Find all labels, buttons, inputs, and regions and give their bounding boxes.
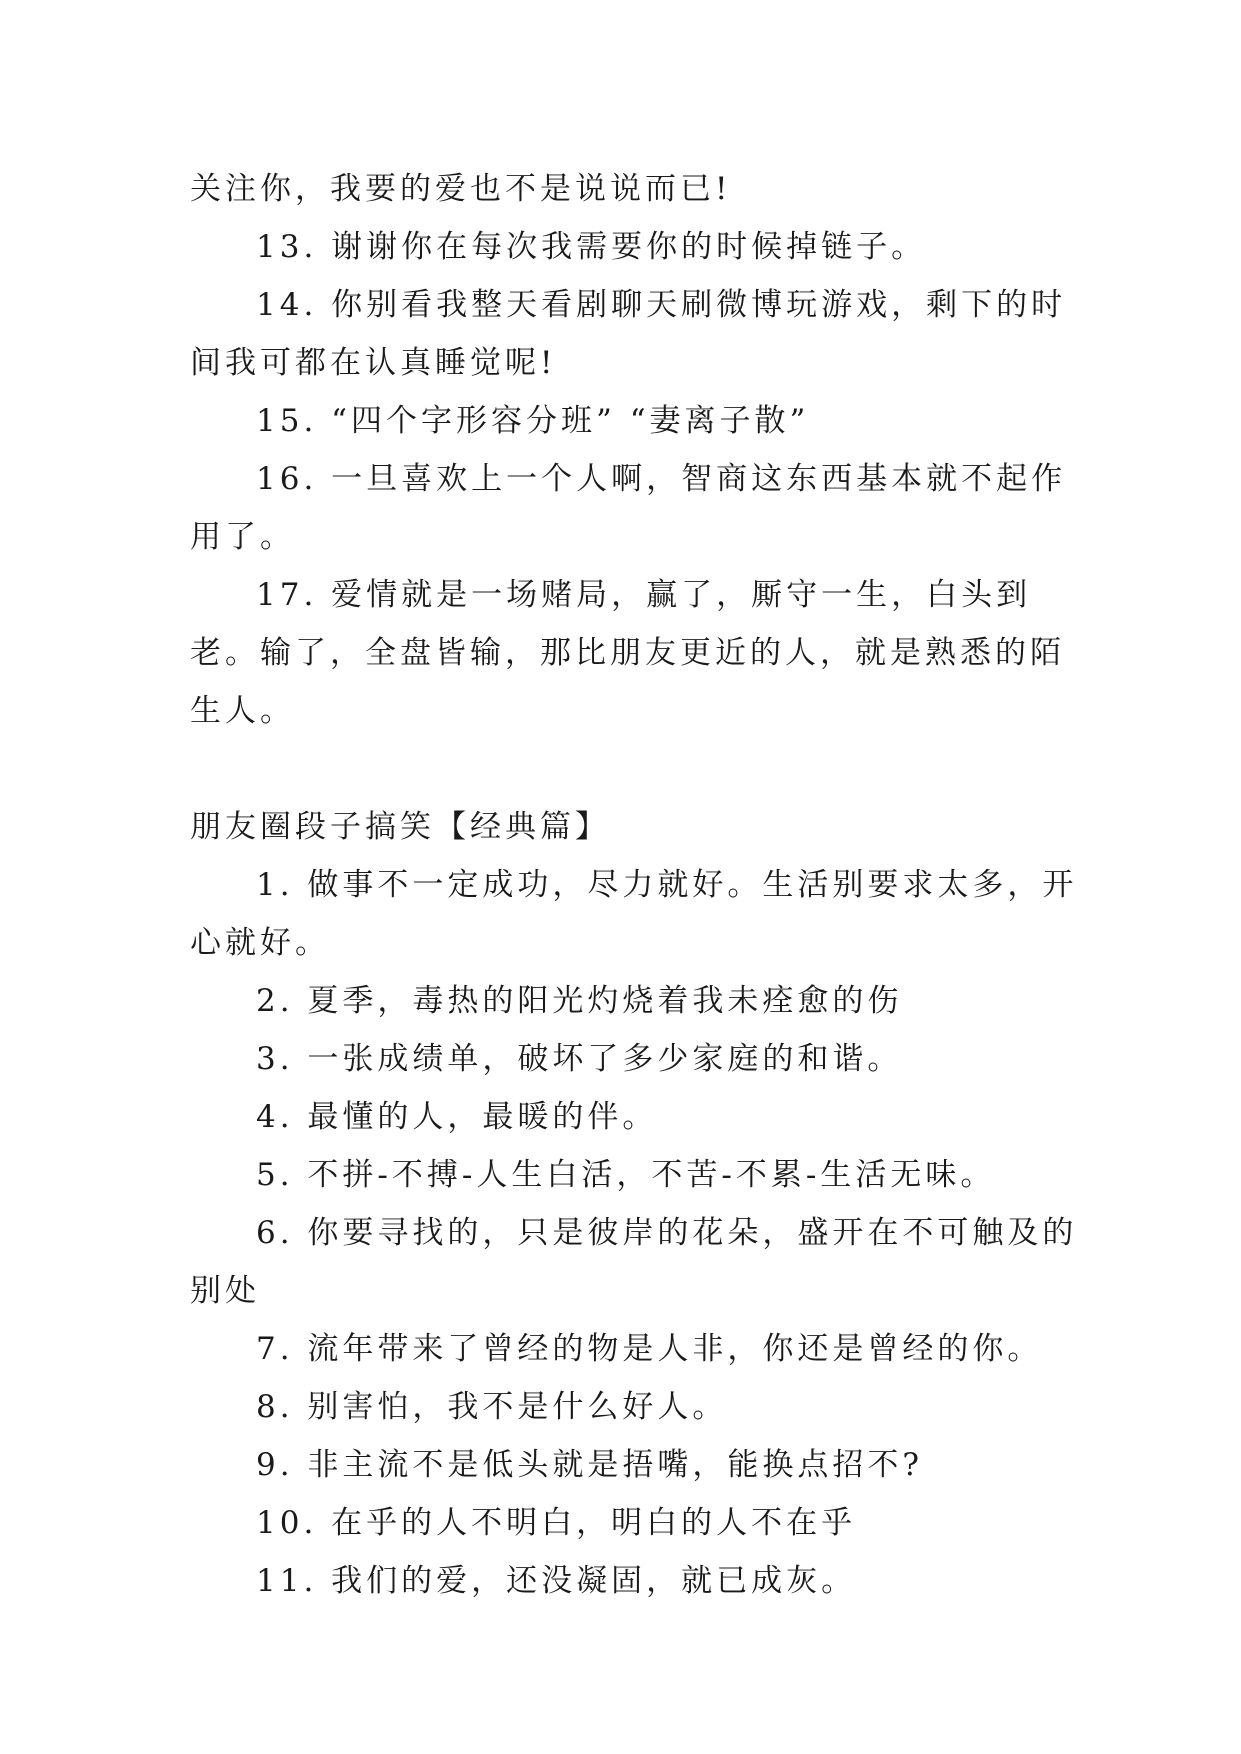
list-item: 11. 我们的爱，还没凝固，就已成灰。	[256, 1563, 857, 1599]
list-item: 14. 你别看我整天看剧聊天刷微博玩游戏，剩下的时间我可都在认真睡觉呢!	[190, 287, 1067, 381]
list-item: 16. 一旦喜欢上一个人啊，智商这东西基本就不起作用了。	[190, 461, 1067, 555]
list-item: 6. 你要寻找的，只是彼岸的花朵，盛开在不可触及的别处	[190, 1215, 1078, 1309]
list-item: 13. 谢谢你在每次我需要你的时候掉链子。	[256, 229, 927, 265]
list-item: 4. 最懂的人，最暖的伴。	[256, 1099, 658, 1135]
list-item: 8. 别害怕，我不是什么好人。	[256, 1389, 728, 1425]
document-body	[190, 160, 1080, 1610]
list-item: 1. 做事不一定成功，尽力就好。生活别要求太多，开心就好。	[190, 867, 1078, 961]
section-heading: 朋友圈段子搞笑【经典篇】	[190, 809, 610, 845]
section-gap	[190, 740, 1080, 798]
list-item: 7. 流年带来了曾经的物是人非，你还是曾经的你。	[256, 1331, 1043, 1367]
list-item: 17. 爱情就是一场赌局，赢了，厮守一生，白头到老。输了，全盘皆输，那比朋友更近的人，就是熟悉的陌生人。	[190, 577, 1065, 729]
list-item: 9. 非主流不是低头就是捂嘴，能换点招不?	[256, 1447, 924, 1483]
list-item: 3. 一张成绩单，破坏了多少家庭的和谐。	[256, 1041, 903, 1077]
list-item: 15. “四个字形容分班” “妻离子散”	[256, 403, 810, 439]
list-item: 10. 在乎的人不明白，明白的人不在乎	[256, 1505, 857, 1541]
list-item: 5. 不拼-不搏-人生白活，不苦-不累-生活无味。	[256, 1157, 996, 1193]
continuation-paragraph: 关注你，我要的爱也不是说说而已!	[190, 171, 732, 207]
list-item: 2. 夏季，毒热的阳光灼烧着我未痊愈的伤	[256, 983, 903, 1019]
